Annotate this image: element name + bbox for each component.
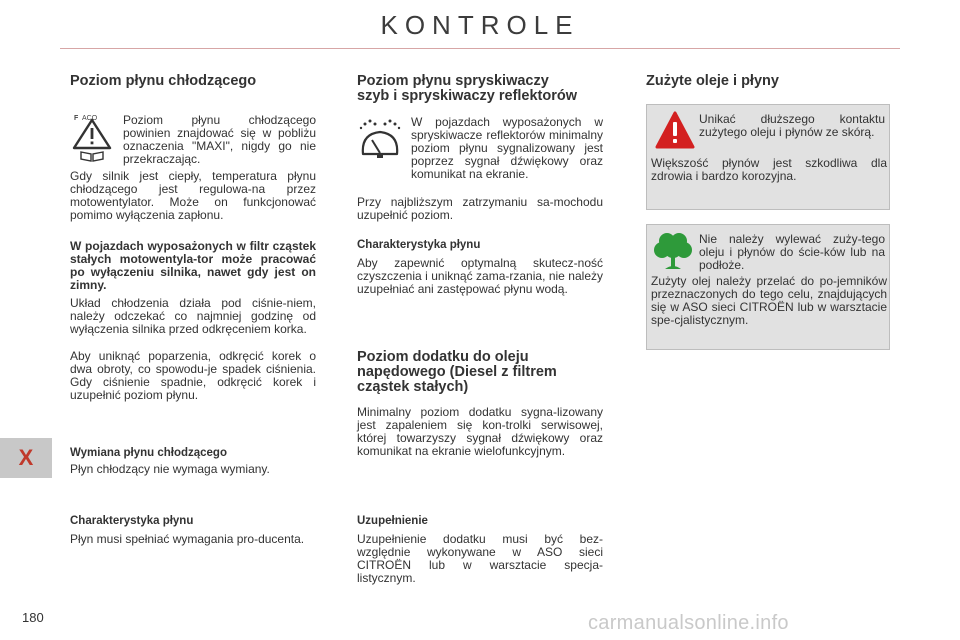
warning-manual-icon: [70, 112, 114, 162]
washer-spec-heading: Charakterystyka płynu: [357, 239, 481, 251]
page-title: KONTROLE: [380, 10, 580, 40]
skin-contact-warning-box: [646, 104, 890, 210]
tree-icon: [653, 229, 693, 271]
coolant-spec-text: Płyn musi spełniać wymagania pro-ducenta.: [70, 532, 305, 546]
svg-text:ACO: ACO: [82, 115, 98, 122]
washer-fluid-icon: [357, 116, 403, 160]
coolant-paragraph-4: Aby uniknąć poparzenia, odkręcić korek o dwa obroty, co spowodu-je spadek ciśnienia. Gdy ciśnienie spadnie, odkręcić korek i uzupełnić poziom płynu.: [70, 349, 316, 402]
title-divider: [60, 48, 900, 49]
diesel-additive-heading-line-2: napędowego (Diesel z filtrem: [357, 364, 557, 380]
diesel-additive-heading-line-1: Poziom dodatku do oleju: [357, 349, 529, 365]
diesel-additive-text: Minimalny poziom dodatku sygna-lizowany jest zapaleniem się kon-trolki serwisowej, której towarzyszy sygnał dźwiękowy oraz komunikat na ekranie wielofunkcyjnym.: [357, 405, 603, 458]
washer-fluid-heading-line-2: szyb i spryskiwaczy reflektorów: [357, 88, 578, 104]
svg-text:F: F: [74, 115, 79, 122]
exclamation-icon: [655, 111, 695, 151]
washer-intro-text: W pojazdach wyposażonych w spryskiwacze reflektorów minimalny poziom płynu sygnalizowany jest poprzez sygnał dźwiękowy oraz komunikat na ekranie.: [411, 115, 603, 181]
coolant-paragraph-1: Gdy silnik jest ciepły, temperatura płynu chłodzącego jest regulowa-na przez motowentylator. Może on funkcjonować pomimo wyłączenia zapłonu.: [70, 169, 316, 222]
watermark: carmanualsonline.info: [588, 612, 789, 634]
additive-refill-heading: Uzupełnienie: [357, 515, 428, 527]
washer-fluid-heading-line-1: Poziom płynu spryskiwaczy: [357, 73, 549, 89]
environment-box: [646, 224, 890, 350]
washer-spec-text: Aby zapewnić optymalną skutecz-ność czyszczenia i uniknąć zama-rzania, nie należy uzupełniać ani zastępować płynu wodą.: [357, 256, 603, 296]
coolant-paragraph-2-bold: W pojazdach wyposażonych w filtr cząstek stałych motowentyla-tor może pracować po wyłączeniu silnika, nawet gdy jest on zimny.: [70, 239, 316, 292]
coolant-level-heading: Poziom płynu chłodzącego: [70, 73, 257, 89]
coolant-replacement-heading: Wymiana płynu chłodzącego: [70, 447, 227, 459]
diesel-additive-heading-line-3: cząstek stałych): [357, 379, 469, 395]
coolant-replacement-text: Płyn chłodzący nie wymaga wymiany.: [70, 462, 270, 476]
coolant-paragraph-3: Układ chłodzenia działa pod ciśnie-niem, należy odczekać co najmniej godzinę od wyłączenia silnika przed odkręceniem korka.: [70, 296, 316, 336]
used-oils-heading: Zużyte oleje i płyny: [646, 73, 779, 89]
skin-contact-intro: Unikać dłuższego kontaktu zużytego oleju i płynów ze skórą.: [699, 112, 885, 139]
environment-text: Zużyty olej należy przelać do po-jemników przeznaczonych do tego celu, znajdujących się w ASO sieci CITROËN lub w warsztacie spe-cjalistycznym.: [651, 274, 887, 327]
coolant-spec-heading: Charakterystyka płynu: [70, 515, 194, 527]
page-number: 180: [22, 610, 44, 625]
washer-fluid-heading: [357, 74, 603, 104]
washer-paragraph-1: Przy najbliższym zatrzymaniu sa-mochodu uzupełnić poziom.: [357, 195, 603, 222]
chapter-tab[interactable]: X: [0, 438, 52, 478]
additive-refill-text: Uzupełnienie dodatku musi być bez-względnie wykonywane w ASO sieci CITROËN lub w warsztacie specja-listycznym.: [357, 532, 603, 585]
environment-intro: Nie należy wylewać zuży-tego oleju i płynów do ście-ków lub na podłoże.: [699, 232, 885, 272]
skin-contact-text: Większość płynów jest szkodliwa dla zdrowia i bardzo korozyjna.: [651, 156, 887, 183]
coolant-intro-text: Poziom płynu chłodzącego powinien znajdować się w pobliżu oznaczenia "MAXI", nigdy go nie przekraczając.: [123, 113, 316, 166]
diesel-additive-heading: [357, 350, 603, 395]
